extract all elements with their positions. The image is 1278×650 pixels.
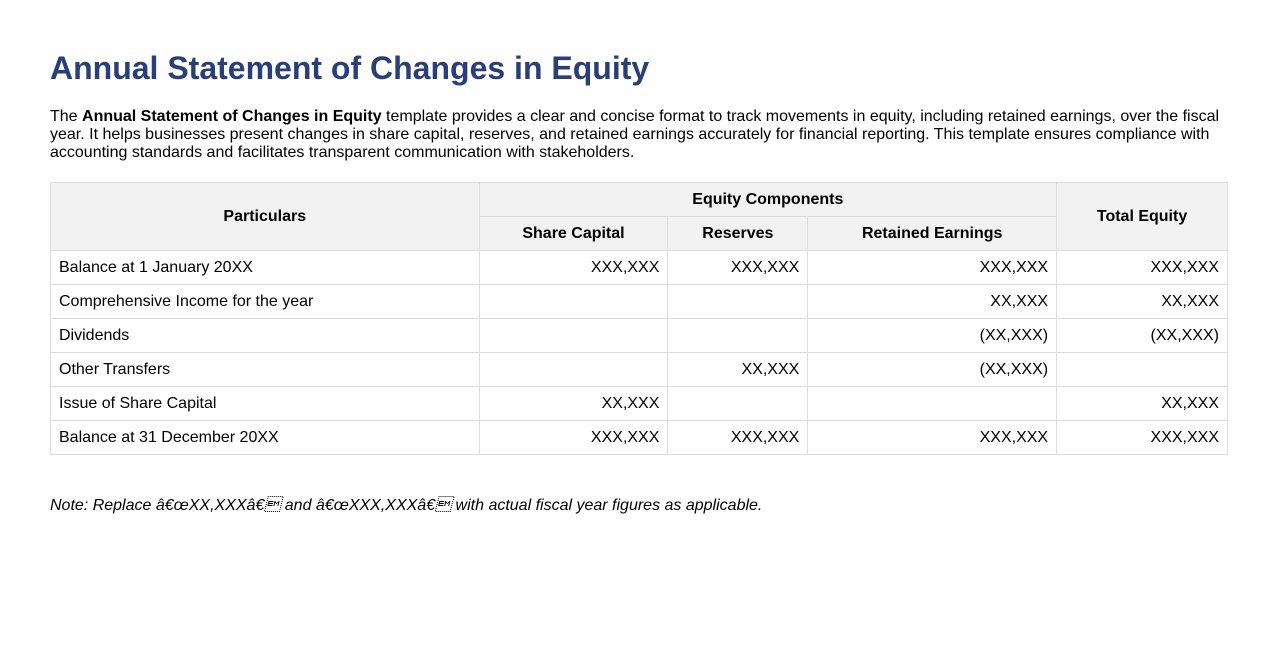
cell-total-equity: (XX,XXX) (1057, 319, 1228, 353)
cell-total-equity: XX,XXX (1057, 285, 1228, 319)
cell-reserves: XX,XXX (668, 353, 808, 387)
table-row (51, 421, 1228, 455)
header-equity-components: Equity Components (479, 183, 1057, 217)
cell-retained-earnings: XX,XXX (808, 285, 1057, 319)
cell-reserves (668, 319, 808, 353)
header-particulars: Particulars (51, 183, 480, 251)
cell-share-capital: XX,XXX (479, 387, 668, 421)
cell-total-equity (1057, 353, 1228, 387)
cell-retained-earnings: XXX,XXX (808, 251, 1057, 285)
cell-share-capital (479, 319, 668, 353)
cell-particulars: Dividends (51, 319, 480, 353)
intro-bold-title: Annual Statement of Changes in Equity (82, 108, 382, 125)
cell-retained-earnings: (XX,XXX) (808, 319, 1057, 353)
cell-particulars: Other Transfers (51, 353, 480, 387)
cell-reserves: XXX,XXX (668, 421, 808, 455)
cell-share-capital (479, 285, 668, 319)
cell-share-capital: XXX,XXX (479, 421, 668, 455)
cell-reserves (668, 285, 808, 319)
table-row (51, 387, 1228, 421)
table-row (51, 251, 1228, 285)
footnote: Note: Replace â€œXX,XXXâ€ and â€œXXX,XXXâ€ with actual fiscal year figures as applicable. (50, 497, 763, 514)
table-row (51, 353, 1228, 387)
table-row (51, 319, 1228, 353)
cell-particulars: Balance at 1 January 20XX (51, 251, 480, 285)
intro-paragraph (50, 108, 1228, 162)
cell-particulars: Comprehensive Income for the year (51, 285, 480, 319)
header-row (51, 183, 1228, 217)
equity-table (50, 182, 1228, 455)
cell-reserves: XXX,XXX (668, 251, 808, 285)
cell-share-capital (479, 353, 668, 387)
header-total-equity: Total Equity (1057, 183, 1228, 251)
cell-retained-earnings (808, 387, 1057, 421)
cell-total-equity: XX,XXX (1057, 387, 1228, 421)
header-reserves: Reserves (668, 217, 808, 251)
cell-particulars: Balance at 31 December 20XX (51, 421, 480, 455)
header-share-capital: Share Capital (479, 217, 668, 251)
cell-total-equity: XXX,XXX (1057, 251, 1228, 285)
cell-reserves (668, 387, 808, 421)
intro-prefix: The (50, 108, 83, 125)
intro-suffix: template provides a clear and concise format to track movements in equity, including retained earnings, over the fiscal year. It helps businesses present changes in share capital, reserves, and retained earnings accurately for financial reporting. This template ensures compliance with accounting standards and facilitates transparent communication with stakeholders. (50, 108, 1220, 161)
cell-share-capital: XXX,XXX (479, 251, 668, 285)
cell-retained-earnings: XXX,XXX (808, 421, 1057, 455)
cell-total-equity: XXX,XXX (1057, 421, 1228, 455)
cell-particulars: Issue of Share Capital (51, 387, 480, 421)
page-title: Annual Statement of Changes in Equity (50, 50, 650, 86)
table-row (51, 285, 1228, 319)
cell-retained-earnings: (XX,XXX) (808, 353, 1057, 387)
header-retained-earnings: Retained Earnings (808, 217, 1057, 251)
